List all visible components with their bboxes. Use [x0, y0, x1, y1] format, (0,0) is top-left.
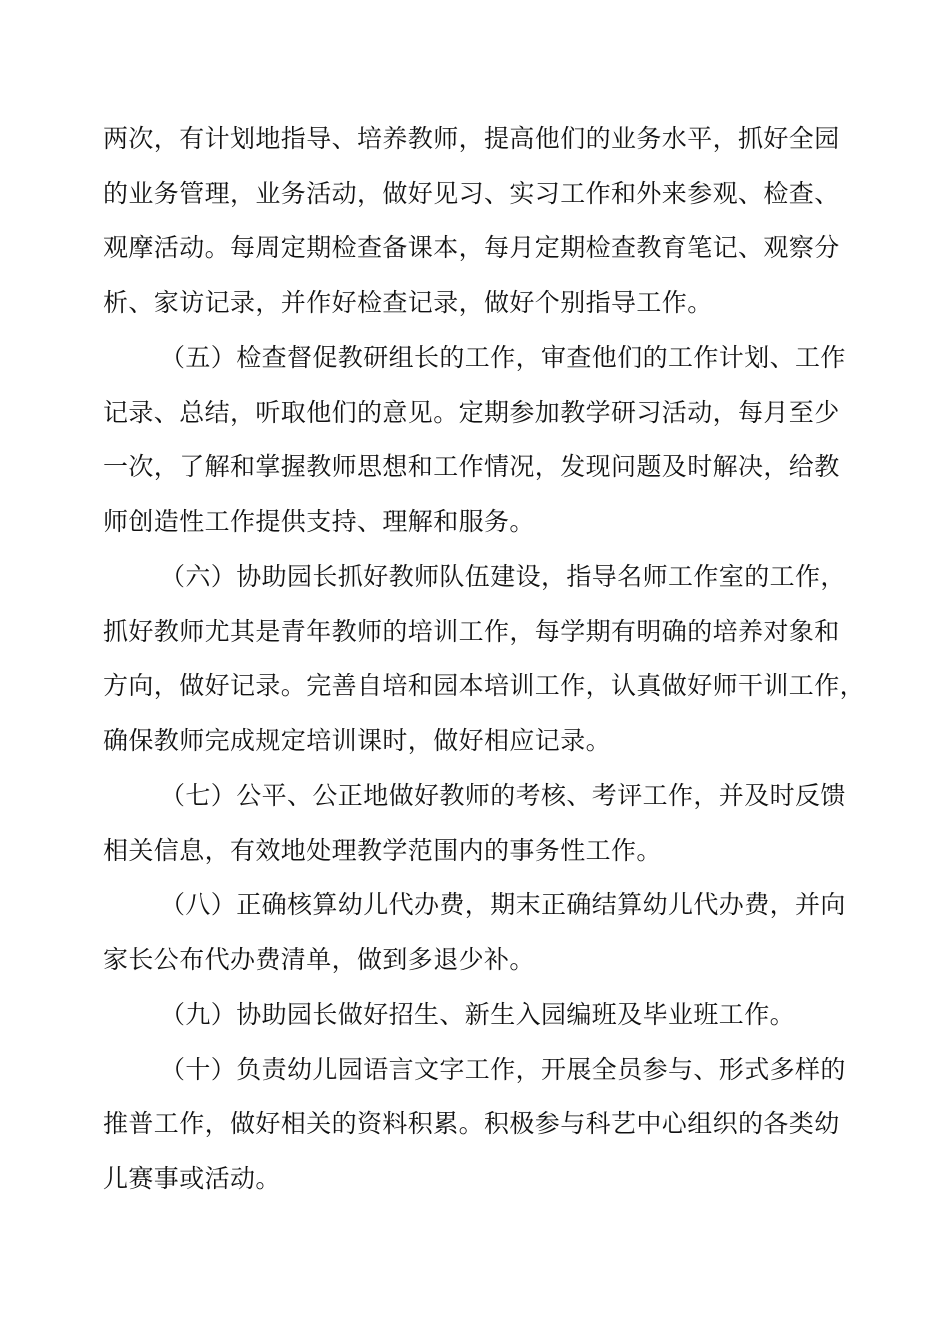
- text-line: 师创造性工作提供支持、理解和服务。: [103, 507, 535, 536]
- text-line: 两次，有计划地指导、培养教师，提高他们的业务水平，抓好全园: [103, 124, 840, 153]
- text-line: 析、家访记录，并作好检查记录，做好个别指导工作。: [103, 288, 713, 317]
- text-line: 记录、总结，听取他们的意见。定期参加教学研习活动，每月至少: [103, 398, 840, 427]
- paragraph-5-first-line: （五）检查督促教研组长的工作，审查他们的工作计划、工作: [160, 343, 846, 372]
- text-line: 观摩活动。每周定期检查备课本，每月定期检查教育笔记、观察分: [103, 233, 840, 262]
- text-line: 相关信息，有效地处理教学范围内的事务性工作。: [103, 836, 662, 865]
- text-line: 一次，了解和掌握教师思想和工作情况，发现问题及时解决，给教: [103, 452, 840, 481]
- paragraph-9-first-line: （九）协助园长做好招生、新生入园编班及毕业班工作。: [160, 1000, 796, 1029]
- text-line: 确保教师完成规定培训课时，做好相应记录。: [103, 726, 612, 755]
- text-line: 的业务管理，业务活动，做好见习、实习工作和外来参观、检查、: [103, 179, 840, 208]
- paragraph-6-first-line: （六）协助园长抓好教师队伍建设，指导名师工作室的工作，: [160, 562, 846, 591]
- paragraph-8-first-line: （八）正确核算幼儿代办费，期末正确结算幼儿代办费，并向: [160, 890, 846, 919]
- text-line: 儿赛事或活动。: [103, 1164, 281, 1193]
- paragraph-10-first-line: （十）负责幼儿园语言文字工作，开展全员参与、形式多样的: [160, 1055, 846, 1084]
- text-line: 家长公布代办费清单，做到多退少补。: [103, 945, 535, 974]
- text-line: 推普工作，做好相关的资料积累。积极参与科艺中心组织的各类幼: [103, 1109, 840, 1138]
- paragraph-7-first-line: （七）公平、公正地做好教师的考核、考评工作，并及时反馈: [160, 781, 846, 810]
- text-line: 抓好教师尤其是青年教师的培训工作，每学期有明确的培养对象和: [103, 617, 840, 646]
- text-line: 方向，做好记录。完善自培和园本培训工作，认真做好师干训工作，: [103, 671, 866, 700]
